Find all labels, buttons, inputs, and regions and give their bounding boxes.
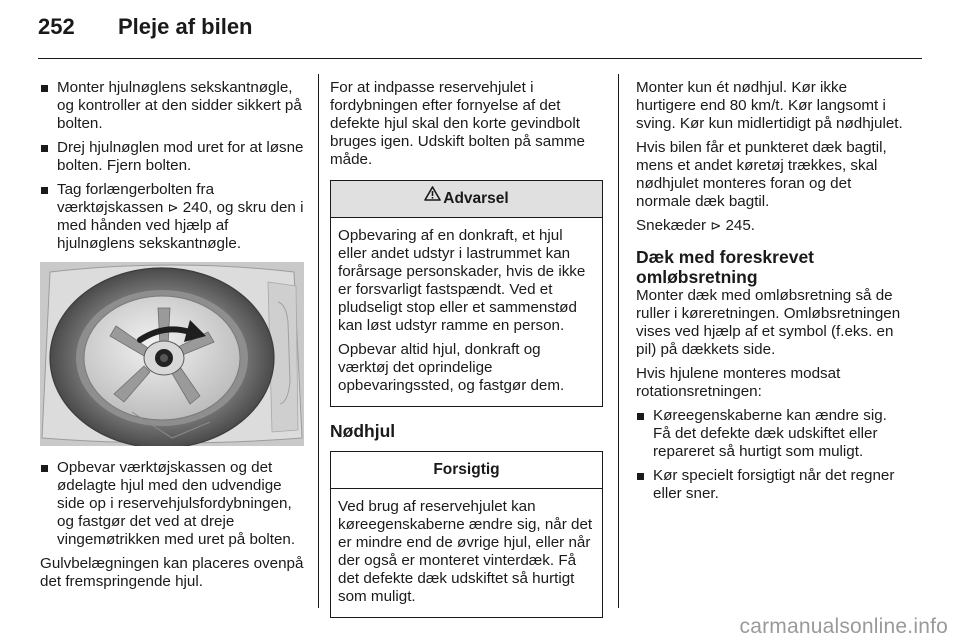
list-item: Kør specielt forsigtigt når det regner eller sner. — [636, 467, 904, 503]
page-number: 252 — [38, 14, 75, 39]
bullet-marker — [41, 187, 48, 194]
paragraph: Snekæder ⊳ 245. — [636, 217, 756, 234]
warning-header — [331, 181, 602, 218]
warning-box — [330, 180, 603, 407]
paragraph: Monter dæk med omløbsretning så de ruller i køreretningen. Omløbsretningen vises ved hjælp af et symbol (f.eks. en pil) på dækkets side. — [636, 287, 901, 358]
page-ref-link[interactable]: 245. — [725, 217, 756, 234]
warning-title: Advarsel — [443, 190, 509, 208]
page-ref-link[interactable]: 240 — [182, 199, 209, 216]
paragraph: Hvis bilen får et punkteret dæk bagtil, mens et andet køretøj trækkes, skal nødhjulet monteres foran og det normale dæk bagtil. — [636, 139, 887, 210]
page-ref-icon: ⊳ — [710, 218, 722, 233]
bullet-marker — [41, 85, 48, 92]
list-item: Drej hjulnøglen mod uret for at løsne bolten. Fjern bolten. — [40, 139, 306, 175]
page-title: Pleje af bilen — [118, 14, 253, 39]
list-item: Opbevar værktøjskassen og det ødelagte hjul med den udvendige side op i reservehjulsfordybningen, og fastgør det ved at dreje vingemøtrikken med uret på bolten. — [40, 459, 306, 549]
caution-box — [330, 451, 603, 618]
header-rule — [38, 58, 922, 59]
caution-body: Ved brug af reservehjulet kan køreegenskaberne ændre sig, når det er mindre end de øvrige hjul, eller når der også er monteret vinterdæk. Få det defekte dæk udskiftet så hurtigt som muligt. — [338, 498, 593, 605]
column-3 — [636, 79, 904, 509]
list-item: Tag forlængerbolten fra værktøjskassen ⊳ 240, og skru den i med hånden ved hjælp af hjulnøglens sekskantnøgle. — [40, 181, 306, 253]
list-item: Monter hjulnøglens sekskantnøgle, og kontroller at den sidder sikkert på bolten. — [40, 79, 306, 133]
paragraph: Monter kun ét nødhjul. Kør ikke hurtigere end 80 km/t. Kør langsomt i sving. Kør kun midlertidigt på nødhjulet. — [636, 79, 903, 132]
caution-header: Forsigtig — [331, 452, 602, 489]
paragraph: Hvis hjulene monteres modsat rotationsretningen: — [636, 365, 841, 400]
bullet-marker — [637, 473, 644, 480]
page-ref-icon: ⊳ — [167, 200, 179, 215]
column-divider-right — [618, 74, 619, 608]
intro-paragraph: For at indpasse reservehjulet i fordybningen efter fornyelse af det defekte hjul skal den korte gevindbolt bruges igen. Udskift bolten på samme måde. — [330, 79, 585, 168]
watermark: carmanualsonline.info — [739, 615, 948, 638]
column-2 — [330, 79, 603, 618]
list-item: Køreegenskaberne kan ændre sig. Få det defekte dæk udskiftet eller repareret så hurtigt som muligt. — [636, 407, 904, 461]
section-heading: Nødhjul — [330, 421, 396, 441]
bullet-marker — [41, 145, 48, 152]
spare-wheel-illustration — [40, 262, 304, 446]
section-heading: Dæk med foreskrevet omløbsretning — [636, 247, 814, 287]
bullet-marker — [41, 465, 48, 472]
warning-triangle-icon — [424, 179, 441, 215]
warning-body: Opbevaring af en donkraft, et hjul eller andet udstyr i lastrummet kan forårsage personskader, hvis de ikke er forsvarligt fastspændt. Ved et pludseligt stop eller et sammenstød kan løst udstyr ramme en person. Opbevar altid hjul, donkraft og værktøj det oprindelige opbevaringssted, og fastgør dem. — [338, 227, 586, 394]
bullet-marker — [637, 413, 644, 420]
column-divider-left — [318, 74, 319, 608]
closing-paragraph: Gulvbelægningen kan placeres ovenpå det fremspringende hjul. — [40, 555, 304, 590]
column-1 — [40, 79, 306, 597]
